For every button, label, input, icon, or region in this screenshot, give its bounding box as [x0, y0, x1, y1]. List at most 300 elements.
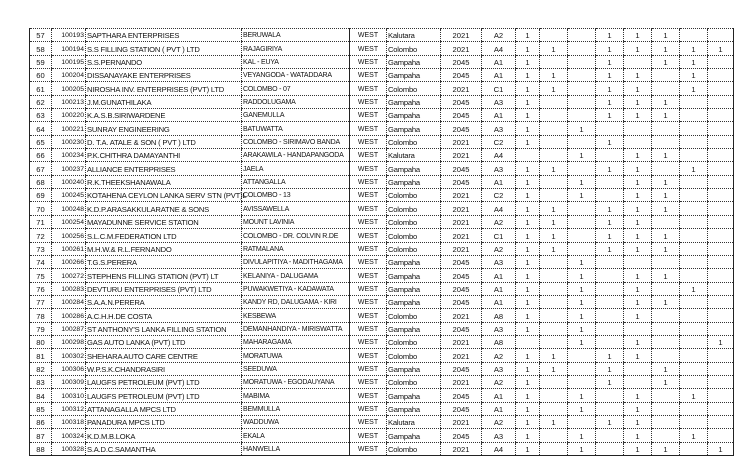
flag-cell: 1: [624, 242, 652, 255]
flag-cell: 1: [540, 229, 568, 242]
table-row: [30, 362, 734, 375]
flag-cell: 1: [516, 295, 540, 308]
year-cell: 2021: [441, 42, 482, 55]
flag-cell: 1: [708, 42, 734, 55]
year-cell: 2021: [441, 442, 482, 455]
flag-cell: 1: [596, 69, 624, 82]
flag-cell: 1: [652, 189, 680, 202]
row-number-cell: 70: [30, 202, 52, 215]
reference-id-cell: 100312: [52, 402, 86, 415]
reference-id-cell: 100194: [52, 42, 86, 55]
row-number-cell: 68: [30, 175, 52, 188]
region-cell: WEST: [350, 202, 387, 215]
flag-cell: 1: [624, 109, 652, 122]
flag-cell: 1: [596, 29, 624, 42]
year-cell: 2045: [441, 429, 482, 442]
flag-cell: 1: [568, 295, 596, 308]
grade-cell: A4: [482, 149, 516, 162]
address-cell: COLOMBO - 07: [242, 82, 350, 95]
table-row: [30, 375, 734, 388]
row-number-cell: 65: [30, 135, 52, 148]
flag-cell: [680, 189, 708, 202]
address-cell: KELANIYA - DALUGAMA: [242, 269, 350, 282]
flag-cell: 1: [568, 282, 596, 295]
region-cell: WEST: [350, 42, 387, 55]
flag-cell: [708, 255, 734, 268]
flag-cell: [624, 362, 652, 375]
year-cell: 2045: [441, 55, 482, 68]
flag-cell: 1: [568, 429, 596, 442]
flag-cell: [540, 255, 568, 268]
flag-cell: 1: [516, 442, 540, 455]
flag-cell: [596, 282, 624, 295]
region-cell: WEST: [350, 389, 387, 402]
flag-cell: [516, 335, 540, 348]
flag-cell: [680, 242, 708, 255]
flag-cell: [680, 442, 708, 455]
flag-cell: 1: [516, 29, 540, 42]
flag-cell: 1: [568, 322, 596, 335]
address-cell: MAHARAGAMA: [242, 335, 350, 348]
grade-cell: C1: [482, 229, 516, 242]
reference-id-cell: 100272: [52, 269, 86, 282]
town-cell: Gampaha: [387, 109, 441, 122]
company-name-cell: K.D.P.ARASAKKULARATNE & SONS: [86, 202, 242, 215]
region-cell: WEST: [350, 375, 387, 388]
table-row: [30, 429, 734, 442]
region-cell: WEST: [350, 175, 387, 188]
table-row: [30, 55, 734, 68]
reference-id-cell: 100328: [52, 442, 86, 455]
table-row: [30, 349, 734, 362]
table-row: [30, 229, 734, 242]
year-cell: 2045: [441, 322, 482, 335]
grade-cell: A2: [482, 242, 516, 255]
flag-cell: 1: [624, 69, 652, 82]
flag-cell: 1: [568, 269, 596, 282]
grade-cell: C1: [482, 82, 516, 95]
flag-cell: 1: [516, 109, 540, 122]
grade-cell: A4: [482, 42, 516, 55]
flag-cell: [708, 389, 734, 402]
flag-cell: 1: [624, 229, 652, 242]
town-cell: Colombo: [387, 42, 441, 55]
table-row: [30, 255, 734, 268]
town-cell: Gampaha: [387, 162, 441, 175]
flag-cell: [680, 269, 708, 282]
town-cell: Gampaha: [387, 55, 441, 68]
flag-cell: 1: [652, 29, 680, 42]
flag-cell: [708, 202, 734, 215]
flag-cell: [708, 402, 734, 415]
address-cell: ATTANGALLA: [242, 175, 350, 188]
table-row: [30, 295, 734, 308]
company-name-cell: P.K.CHITHRA DAMAYANTHI: [86, 149, 242, 162]
flag-cell: 1: [596, 135, 624, 148]
table-row: [30, 202, 734, 215]
flag-cell: [624, 122, 652, 135]
flag-cell: 1: [516, 309, 540, 322]
region-cell: WEST: [350, 109, 387, 122]
flag-cell: 1: [596, 375, 624, 388]
company-name-cell: ATTANAGALLA MPCS LTD: [86, 402, 242, 415]
town-cell: Kalutara: [387, 415, 441, 428]
flag-cell: 1: [596, 42, 624, 55]
address-cell: MORATUWA: [242, 349, 350, 362]
flag-cell: [680, 109, 708, 122]
row-number-cell: 87: [30, 429, 52, 442]
town-cell: Gampaha: [387, 282, 441, 295]
grade-cell: A4: [482, 202, 516, 215]
flag-cell: [568, 135, 596, 148]
flag-cell: 1: [516, 375, 540, 388]
grade-cell: A3: [482, 322, 516, 335]
year-cell: 2021: [441, 335, 482, 348]
year-cell: 2045: [441, 175, 482, 188]
reference-id-cell: 100237: [52, 162, 86, 175]
reference-id-cell: 100284: [52, 295, 86, 308]
flag-cell: [680, 335, 708, 348]
flag-cell: [708, 309, 734, 322]
year-cell: 2021: [441, 215, 482, 228]
flag-cell: [624, 322, 652, 335]
flag-cell: [680, 402, 708, 415]
company-name-cell: LAUGFS PETROLEUM (PVT) LTD: [86, 389, 242, 402]
address-cell: ARAKAWILA - HANDAPANGODA: [242, 149, 350, 162]
company-name-cell: J.M.GUNATHILAKA: [86, 95, 242, 108]
flag-cell: [540, 55, 568, 68]
row-number-cell: 66: [30, 149, 52, 162]
grade-cell: A1: [482, 55, 516, 68]
table-row: [30, 442, 734, 455]
flag-cell: [540, 295, 568, 308]
town-cell: Kalutara: [387, 29, 441, 42]
flag-cell: [652, 389, 680, 402]
region-cell: WEST: [350, 55, 387, 68]
flag-cell: [568, 362, 596, 375]
grade-cell: A1: [482, 282, 516, 295]
flag-cell: 1: [568, 175, 596, 188]
company-name-cell: K.A.S.B.SIRIWARDENE: [86, 109, 242, 122]
flag-cell: [568, 162, 596, 175]
year-cell: 2045: [441, 295, 482, 308]
flag-cell: 1: [540, 42, 568, 55]
flag-cell: [540, 95, 568, 108]
flag-cell: [596, 255, 624, 268]
region-cell: WEST: [350, 415, 387, 428]
flag-cell: 1: [596, 415, 624, 428]
company-name-cell: ST ANTHONY'S LANKA FILLING STATION: [86, 322, 242, 335]
town-cell: Kalutara: [387, 149, 441, 162]
address-cell: COLOMBO - 13: [242, 189, 350, 202]
flag-cell: [540, 442, 568, 455]
year-cell: 2021: [441, 82, 482, 95]
year-cell: 2045: [441, 95, 482, 108]
row-number-cell: 59: [30, 55, 52, 68]
flag-cell: 1: [516, 389, 540, 402]
address-cell: DEMANHANDIYA - MIRISWATTA: [242, 322, 350, 335]
flag-cell: [652, 282, 680, 295]
region-cell: WEST: [350, 295, 387, 308]
region-cell: WEST: [350, 189, 387, 202]
region-cell: WEST: [350, 442, 387, 455]
town-cell: Gampaha: [387, 255, 441, 268]
table-row: [30, 162, 734, 175]
flag-cell: [596, 269, 624, 282]
flag-cell: 1: [624, 189, 652, 202]
year-cell: 2021: [441, 149, 482, 162]
flag-cell: [540, 322, 568, 335]
flag-cell: [568, 349, 596, 362]
table-row: [30, 309, 734, 322]
town-cell: Colombo: [387, 375, 441, 388]
flag-cell: 1: [596, 349, 624, 362]
year-cell: 2045: [441, 362, 482, 375]
flag-cell: 1: [652, 95, 680, 108]
flag-cell: [680, 309, 708, 322]
flag-cell: [596, 149, 624, 162]
flag-cell: 1: [624, 335, 652, 348]
company-name-cell: KOTAHENA CEYLON LANKA SERV STN (PVT)L: [86, 189, 242, 202]
row-number-cell: 75: [30, 269, 52, 282]
year-cell: 2021: [441, 309, 482, 322]
reference-id-cell: 100245: [52, 189, 86, 202]
flag-cell: [652, 402, 680, 415]
address-cell: MABIMA: [242, 389, 350, 402]
grade-cell: A8: [482, 335, 516, 348]
row-number-cell: 62: [30, 95, 52, 108]
flag-cell: [708, 242, 734, 255]
flag-cell: [652, 309, 680, 322]
year-cell: 2021: [441, 135, 482, 148]
flag-cell: 1: [652, 149, 680, 162]
flag-cell: 1: [540, 242, 568, 255]
address-cell: BEMMULLA: [242, 402, 350, 415]
company-name-cell: SAPTHARA ENTERPRISES: [86, 29, 242, 42]
year-cell: 2021: [441, 242, 482, 255]
flag-cell: [708, 189, 734, 202]
flag-cell: [540, 429, 568, 442]
address-cell: EKALA: [242, 429, 350, 442]
company-name-cell: S.S FILLING STATION ( PVT ) LTD: [86, 42, 242, 55]
company-name-cell: S.L.C.M.FEDERATION LTD: [86, 229, 242, 242]
region-cell: WEST: [350, 135, 387, 148]
flag-cell: 1: [596, 202, 624, 215]
region-cell: WEST: [350, 69, 387, 82]
town-cell: Colombo: [387, 82, 441, 95]
flag-cell: [596, 175, 624, 188]
reference-id-cell: 100261: [52, 242, 86, 255]
table-row: [30, 122, 734, 135]
table-row: [30, 69, 734, 82]
flag-cell: 1: [516, 269, 540, 282]
flag-cell: [708, 429, 734, 442]
row-number-cell: 64: [30, 122, 52, 135]
town-cell: Gampaha: [387, 269, 441, 282]
row-number-cell: 84: [30, 389, 52, 402]
company-name-cell: PANADURA MPCS LTD: [86, 415, 242, 428]
reference-id-cell: 100306: [52, 362, 86, 375]
company-name-cell: D. T.A. ATALE & SON ( PVT ) LTD: [86, 135, 242, 148]
flag-cell: 1: [624, 82, 652, 95]
grade-cell: C2: [482, 135, 516, 148]
row-number-cell: 82: [30, 362, 52, 375]
flag-cell: [652, 415, 680, 428]
flag-cell: 1: [516, 189, 540, 202]
flag-cell: [568, 375, 596, 388]
row-number-cell: 79: [30, 322, 52, 335]
flag-cell: 1: [568, 442, 596, 455]
flag-cell: [568, 229, 596, 242]
grade-cell: A8: [482, 309, 516, 322]
flag-cell: [596, 122, 624, 135]
flag-cell: 1: [516, 69, 540, 82]
table-row: [30, 175, 734, 188]
flag-cell: 1: [540, 82, 568, 95]
flag-cell: [680, 95, 708, 108]
reference-id-cell: 100286: [52, 309, 86, 322]
flag-cell: 1: [540, 415, 568, 428]
town-cell: Colombo: [387, 335, 441, 348]
flag-cell: 1: [568, 389, 596, 402]
flag-cell: 1: [652, 42, 680, 55]
grade-cell: A2: [482, 349, 516, 362]
flag-cell: [540, 122, 568, 135]
flag-cell: [708, 69, 734, 82]
reference-id-cell: 100256: [52, 229, 86, 242]
year-cell: 2045: [441, 255, 482, 268]
flag-cell: [540, 309, 568, 322]
region-cell: WEST: [350, 162, 387, 175]
row-number-cell: 85: [30, 402, 52, 415]
company-name-cell: ALLIANCE ENTERPRISES: [86, 162, 242, 175]
flag-cell: [568, 109, 596, 122]
flag-cell: 1: [652, 375, 680, 388]
flag-cell: 1: [624, 415, 652, 428]
grade-cell: A2: [482, 415, 516, 428]
town-cell: Gampaha: [387, 175, 441, 188]
flag-cell: [540, 29, 568, 42]
flag-cell: [652, 69, 680, 82]
data-table: [29, 28, 734, 456]
flag-cell: [708, 215, 734, 228]
region-cell: WEST: [350, 309, 387, 322]
flag-cell: 1: [516, 282, 540, 295]
table-row: [30, 95, 734, 108]
flag-cell: 1: [568, 189, 596, 202]
flag-cell: 1: [624, 389, 652, 402]
company-name-cell: SUNRAY ENGINEERING: [86, 122, 242, 135]
flag-cell: [652, 349, 680, 362]
address-cell: GANEMULLA: [242, 109, 350, 122]
flag-cell: [708, 295, 734, 308]
flag-cell: [652, 215, 680, 228]
reference-id-cell: 100287: [52, 322, 86, 335]
flag-cell: 1: [652, 202, 680, 215]
flag-cell: [540, 149, 568, 162]
town-cell: Colombo: [387, 202, 441, 215]
grade-cell: A1: [482, 389, 516, 402]
flag-cell: 1: [624, 42, 652, 55]
flag-cell: 1: [652, 269, 680, 282]
grade-cell: A2: [482, 375, 516, 388]
flag-cell: [680, 295, 708, 308]
flag-cell: [680, 362, 708, 375]
company-name-cell: W.P.S.K.CHANDRASIRI: [86, 362, 242, 375]
address-cell: DIVULAPITIYA - MADITHAGAMA: [242, 255, 350, 268]
year-cell: 2021: [441, 375, 482, 388]
flag-cell: [680, 122, 708, 135]
table-row: [30, 242, 734, 255]
address-cell: WADDUWA: [242, 415, 350, 428]
row-number-cell: 76: [30, 282, 52, 295]
flag-cell: [652, 122, 680, 135]
address-cell: KANDY RD, DALUGAMA - KIRI: [242, 295, 350, 308]
year-cell: 2045: [441, 389, 482, 402]
reference-id-cell: 100302: [52, 349, 86, 362]
grade-cell: A3: [482, 362, 516, 375]
reference-id-cell: 100193: [52, 29, 86, 42]
year-cell: 2021: [441, 189, 482, 202]
flag-cell: 1: [652, 175, 680, 188]
town-cell: Gampaha: [387, 429, 441, 442]
flag-cell: 1: [624, 215, 652, 228]
flag-cell: [680, 322, 708, 335]
flag-cell: [652, 429, 680, 442]
town-cell: Colombo: [387, 135, 441, 148]
grade-cell: A1: [482, 269, 516, 282]
grade-cell: A1: [482, 109, 516, 122]
reference-id-cell: 100204: [52, 69, 86, 82]
table-row: [30, 29, 734, 42]
flag-cell: [708, 282, 734, 295]
flag-cell: [680, 255, 708, 268]
flag-cell: [596, 322, 624, 335]
region-cell: WEST: [350, 255, 387, 268]
reference-id-cell: 100230: [52, 135, 86, 148]
year-cell: 2021: [441, 202, 482, 215]
reference-id-cell: 100254: [52, 215, 86, 228]
grade-cell: A3: [482, 122, 516, 135]
region-cell: WEST: [350, 149, 387, 162]
table-row: [30, 322, 734, 335]
grade-cell: A1: [482, 69, 516, 82]
town-cell: Gampaha: [387, 389, 441, 402]
flag-cell: [652, 322, 680, 335]
flag-cell: [652, 162, 680, 175]
address-cell: KAL - EUYA: [242, 55, 350, 68]
flag-cell: 1: [540, 202, 568, 215]
flag-cell: 1: [624, 149, 652, 162]
address-cell: BATUWATTA: [242, 122, 350, 135]
reference-id-cell: 100310: [52, 389, 86, 402]
row-number-cell: 67: [30, 162, 52, 175]
year-cell: 2045: [441, 269, 482, 282]
address-cell: VEYANGODA - WATADDARA: [242, 69, 350, 82]
flag-cell: 1: [652, 242, 680, 255]
flag-cell: [680, 202, 708, 215]
reference-id-cell: 100205: [52, 82, 86, 95]
table-row: [30, 282, 734, 295]
row-number-cell: 80: [30, 335, 52, 348]
grade-cell: A1: [482, 295, 516, 308]
grade-cell: A4: [482, 442, 516, 455]
row-number-cell: 61: [30, 82, 52, 95]
row-number-cell: 86: [30, 415, 52, 428]
year-cell: 2021: [441, 415, 482, 428]
year-cell: 2045: [441, 69, 482, 82]
year-cell: 2045: [441, 109, 482, 122]
